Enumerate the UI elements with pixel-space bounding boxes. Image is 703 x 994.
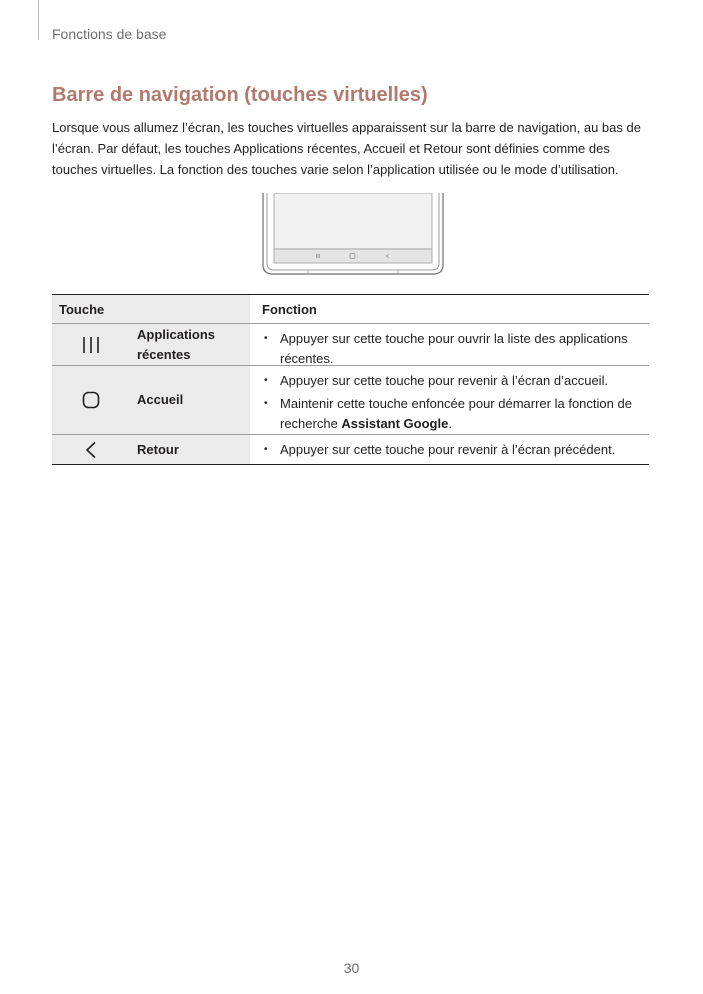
key-name: Applications récentes <box>130 324 250 365</box>
back-icon <box>84 441 98 459</box>
device-illustration <box>262 193 444 275</box>
section-title: Barre de navigation (touches virtuelles) <box>52 84 428 106</box>
assistant-google-label: Assistant Google <box>341 416 449 431</box>
table-header-row <box>52 295 649 323</box>
intro-paragraph: Lorsque vous allumez l’écran, les touches virtuelles apparaissent sur la barre de navigation, au bas de l’écran. Par défaut, les touches Applications récentes, Accueil et Retour sont définies comme des touches virtuelles. La fonction des touches varie selon l’application utilisée ou le mode d’utilisation. <box>52 120 641 177</box>
function-bullet: • Appuyer sur cette touche pour revenir à l’écran d’accueil. <box>260 371 641 391</box>
home-icon <box>82 391 100 409</box>
key-name: Retour <box>130 435 250 464</box>
margin-rule <box>38 0 39 40</box>
table-row <box>52 323 649 365</box>
recent-apps-icon <box>81 336 101 354</box>
header-function: Fonction <box>262 301 317 317</box>
chapter-title: Fonctions de base <box>52 26 167 42</box>
function-bullet: • Maintenir cette touche enfoncée pour démarrer la fonction de recherche Assistant Google. <box>260 394 641 434</box>
key-name: Accueil <box>130 366 250 434</box>
navigation-keys-table <box>52 294 649 465</box>
function-bullet: • Appuyer sur cette touche pour ouvrir la liste des applications récentes. <box>260 329 641 369</box>
table-row <box>52 365 649 434</box>
table-row <box>52 434 649 464</box>
page-number: 30 <box>343 960 360 976</box>
header-key: Touche <box>52 295 250 323</box>
function-bullet: • Appuyer sur cette touche pour revenir à l’écran précédent. <box>260 440 641 460</box>
